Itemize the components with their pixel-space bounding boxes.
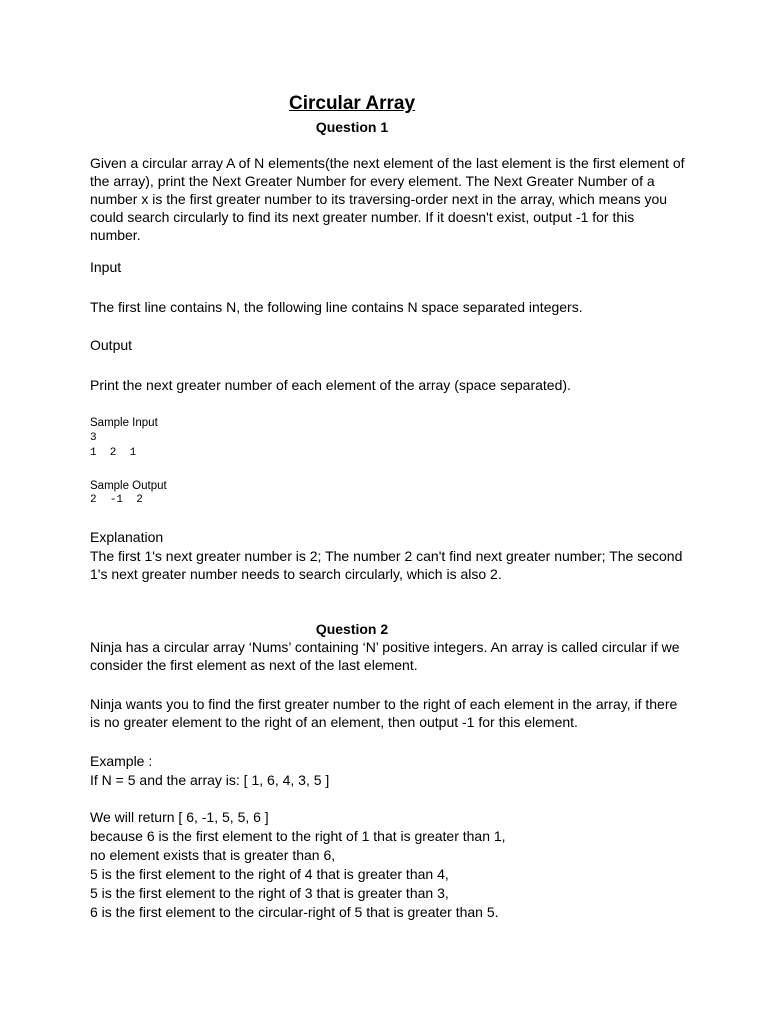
sample-input-label: Sample Input [90,417,158,429]
return-line: 6 is the first element to the circular-right of 5 that is greater than 5. [90,904,499,920]
explanation-text: The first 1's next greater number is 2; The number 2 can't find next greater number; The second 1's next greater number needs to search circularly, which is also 2. [90,548,683,582]
sample-input-line-2: 1 2 1 [90,447,137,459]
question-1-description: Given a circular array A of N elements(the next element of the last element is the first element of the array), print the Next Greater Number for every element. The Next Greater Number of a number x is the first greater number to its traversing-order next in the array, which means you could search circularly to find its next greater number. If it doesn't exist, output -1 for this number. [90,155,685,243]
sample-input-line-1: 3 [90,432,97,444]
sample-output-label: Sample Output [90,480,167,492]
return-line: no element exists that is greater than 6, [90,847,336,863]
sample-output-line-1: 2 -1 2 [90,494,143,506]
input-label: Input [90,259,122,275]
document-title: Circular Array [288,93,416,114]
question-1-heading: Question 1 [315,119,389,135]
output-label: Output [90,337,133,353]
return-line: because 6 is the first element to the right of 1 that is greater than 1, [90,828,506,844]
example-label: Example : [90,753,153,769]
explanation-label: Explanation [90,529,164,545]
question-2-paragraph-1: Ninja has a circular array ‘Nums’ containing ‘N’ positive integers. An array is called circular if we consider the first element as next of the last element. [90,639,680,673]
output-text: Print the next greater number of each element of the array (space separated). [90,377,571,393]
question-2-heading: Question 2 [315,621,389,637]
return-line: 5 is the first element to the right of 4 that is greater than 4, [90,866,449,882]
return-line: 5 is the first element to the right of 3 that is greater than 3, [90,885,449,901]
return-line: We will return [ 6, -1, 5, 5, 6 ] [90,809,269,825]
input-text: The first line contains N, the following line contains N space separated integers. [90,299,583,315]
example-line: If N = 5 and the array is: [ 1, 6, 4, 3, 5 ] [90,772,330,788]
question-2-paragraph-2: Ninja wants you to find the first greater number to the right of each element in the array, if there is no greater element to the right of an element, then output -1 for this element. [90,696,678,730]
